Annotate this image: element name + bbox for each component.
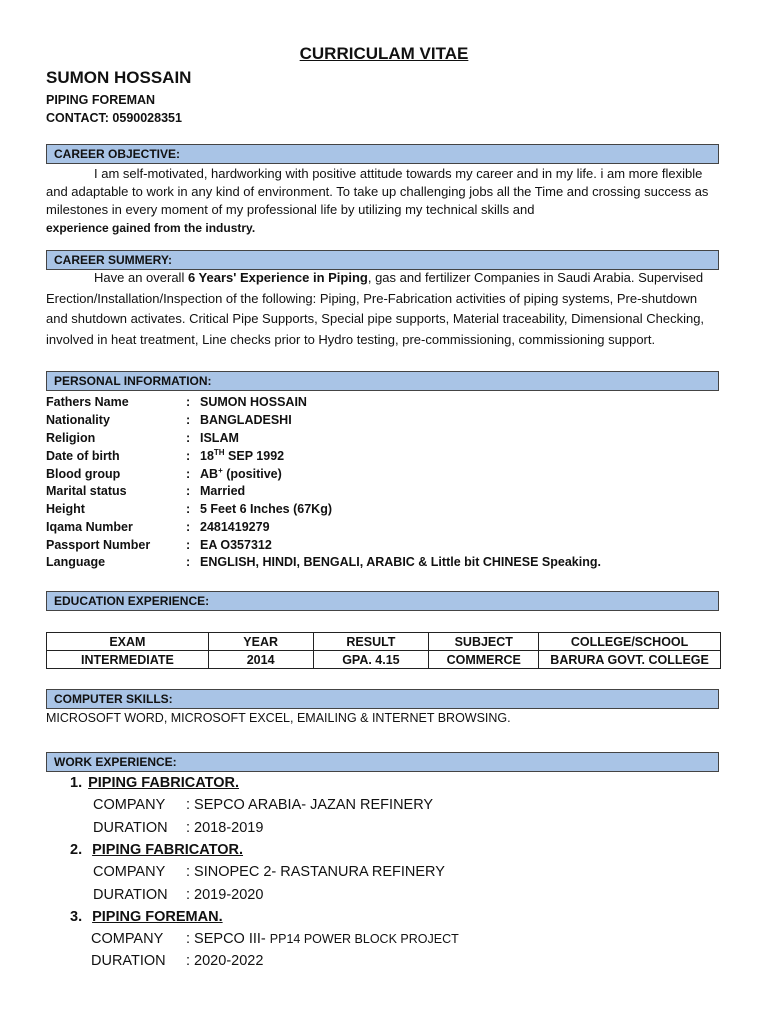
- career-summary-pre: Have an overall: [94, 270, 188, 285]
- company-value: : SEPCO III-: [186, 931, 270, 947]
- computer-skills-text: MICROSOFT WORD, MICROSOFT EXCEL, EMAILING & INTERNET BROWSING.: [46, 711, 511, 725]
- info-value: EA O357312: [200, 538, 272, 552]
- duration-label: DURATION: [93, 887, 168, 903]
- career-summary-highlight: 6 Years' Experience in Piping: [187, 270, 368, 285]
- job-duration-1: [93, 820, 263, 836]
- table-cell: INTERMEDIATE: [47, 651, 209, 669]
- table-header-cell: COLLEGE/SCHOOL: [539, 633, 721, 651]
- company-value: : SEPCO ARABIA- JAZAN REFINERY: [186, 797, 434, 813]
- career-objective-body: I am self-motivated, hardworking with positive attitude towards my career and in my life. i am more flexible and adaptable to work in any kind of environment. To take up challenging jobs all the Time and crossing success as milestones in every moment of my professional life by utilizing my technical skills and: [46, 166, 709, 217]
- job-company-3: [91, 931, 459, 947]
- table-header-cell: YEAR: [208, 633, 313, 651]
- education-table: [46, 632, 721, 669]
- info-label: Nationality: [46, 413, 110, 427]
- info-label: Marital status: [46, 484, 127, 498]
- job-number: 3.: [70, 909, 83, 925]
- table-header-row: [47, 633, 721, 651]
- company-label: COMPANY: [93, 797, 166, 813]
- company-value-small: PP14 POWER BLOCK PROJECT: [269, 932, 459, 946]
- info-value: Married: [200, 484, 246, 498]
- job-title: PIPING FABRICATOR.: [88, 775, 240, 791]
- info-label: Blood group: [46, 467, 121, 481]
- info-separator: :: [186, 538, 191, 552]
- job-title: PIPING FABRICATOR.: [92, 842, 244, 858]
- table-cell: BARURA GOVT. COLLEGE: [539, 651, 721, 669]
- table-cell: 2014: [208, 651, 313, 669]
- section-heading-education: EDUCATION EXPERIENCE:: [46, 591, 719, 611]
- duration-label: DURATION: [93, 820, 168, 836]
- info-label: Religion: [46, 431, 96, 445]
- info-separator: :: [186, 555, 191, 569]
- info-label: Iqama Number: [46, 520, 133, 534]
- info-separator: :: [186, 520, 191, 534]
- info-label: Height: [46, 502, 85, 516]
- info-label: Date of birth: [46, 449, 120, 463]
- info-label: Language: [46, 555, 106, 569]
- candidate-contact: CONTACT: 0590028351: [46, 111, 182, 125]
- table-header-cell: SUBJECT: [429, 633, 539, 651]
- table-row: [47, 651, 721, 669]
- info-label: Fathers Name: [46, 395, 129, 409]
- company-value: : SINOPEC 2- RASTANURA REFINERY: [186, 864, 445, 880]
- duration-value: : 2018-2019: [186, 820, 264, 836]
- job-title-2: [70, 842, 243, 858]
- table-cell: GPA. 4.15: [313, 651, 429, 669]
- info-label: Passport Number: [46, 538, 151, 552]
- section-heading-computer-skills: COMPUTER SKILLS:: [46, 689, 719, 709]
- info-separator: :: [186, 467, 191, 481]
- info-value: SUMON HOSSAIN: [200, 395, 307, 409]
- job-company-2: [93, 864, 445, 880]
- info-value: 18TH SEP 1992: [200, 447, 285, 463]
- job-title-1: [70, 775, 239, 791]
- info-value: BANGLADESHI: [200, 413, 292, 427]
- candidate-name: SUMON HOSSAIN: [46, 68, 192, 87]
- info-value: 2481419279: [200, 520, 270, 534]
- career-objective-text: [46, 165, 722, 237]
- info-separator: :: [186, 431, 191, 445]
- table-cell: COMMERCE: [429, 651, 539, 669]
- info-value: 5 Feet 6 Inches (67Kg): [200, 502, 332, 516]
- job-duration-2: [93, 887, 263, 903]
- info-separator: :: [186, 395, 191, 409]
- info-separator: :: [186, 502, 191, 516]
- section-heading-career-summary: CAREER SUMMERY:: [46, 250, 719, 270]
- company-label: COMPANY: [91, 931, 164, 947]
- job-company-1: [93, 797, 433, 813]
- career-summary-post: , gas and fertilizer Companies in Saudi Arabia. Supervised Erection/Installation/Inspection of the following: Piping, Pre-Fabrication activities of piping systems, Pre-shutdown and shutdown activates. Critical Pipe Supports, Special pipe supports, Material traceability, Dimensional Checking, involved in heat treatment, Line checks prior to Hydro testing, pre-commissioning, commissioning support.: [46, 270, 705, 347]
- candidate-position: PIPING FOREMAN: [46, 93, 156, 107]
- section-heading-career-objective: CAREER OBJECTIVE:: [46, 144, 719, 164]
- section-heading-personal-information: PERSONAL INFORMATION:: [46, 371, 719, 391]
- job-title-3: [70, 909, 223, 925]
- duration-value: : 2020-2022: [186, 953, 264, 969]
- duration-value: : 2019-2020: [186, 887, 264, 903]
- info-value: ENGLISH, HINDI, BENGALI, ARABIC & Little bit CHINESE Speaking.: [200, 555, 601, 569]
- career-summary-text: [46, 268, 722, 350]
- info-separator: :: [186, 449, 191, 463]
- document-title: CURRICULAM VITAE: [299, 44, 469, 63]
- job-number: 1.: [70, 775, 83, 791]
- job-number: 2.: [70, 842, 83, 858]
- section-heading-work-experience: WORK EXPERIENCE:: [46, 752, 719, 772]
- duration-label: DURATION: [91, 953, 166, 969]
- job-duration-3: [91, 953, 263, 969]
- info-separator: :: [186, 484, 191, 498]
- info-value: ISLAM: [200, 431, 239, 445]
- company-label: COMPANY: [93, 864, 166, 880]
- career-objective-tail: experience gained from the industry.: [46, 221, 256, 235]
- table-header-cell: EXAM: [47, 633, 209, 651]
- info-separator: :: [186, 413, 191, 427]
- table-header-cell: RESULT: [313, 633, 429, 651]
- job-title: PIPING FOREMAN.: [92, 909, 223, 925]
- info-value: AB+ (positive): [200, 465, 282, 481]
